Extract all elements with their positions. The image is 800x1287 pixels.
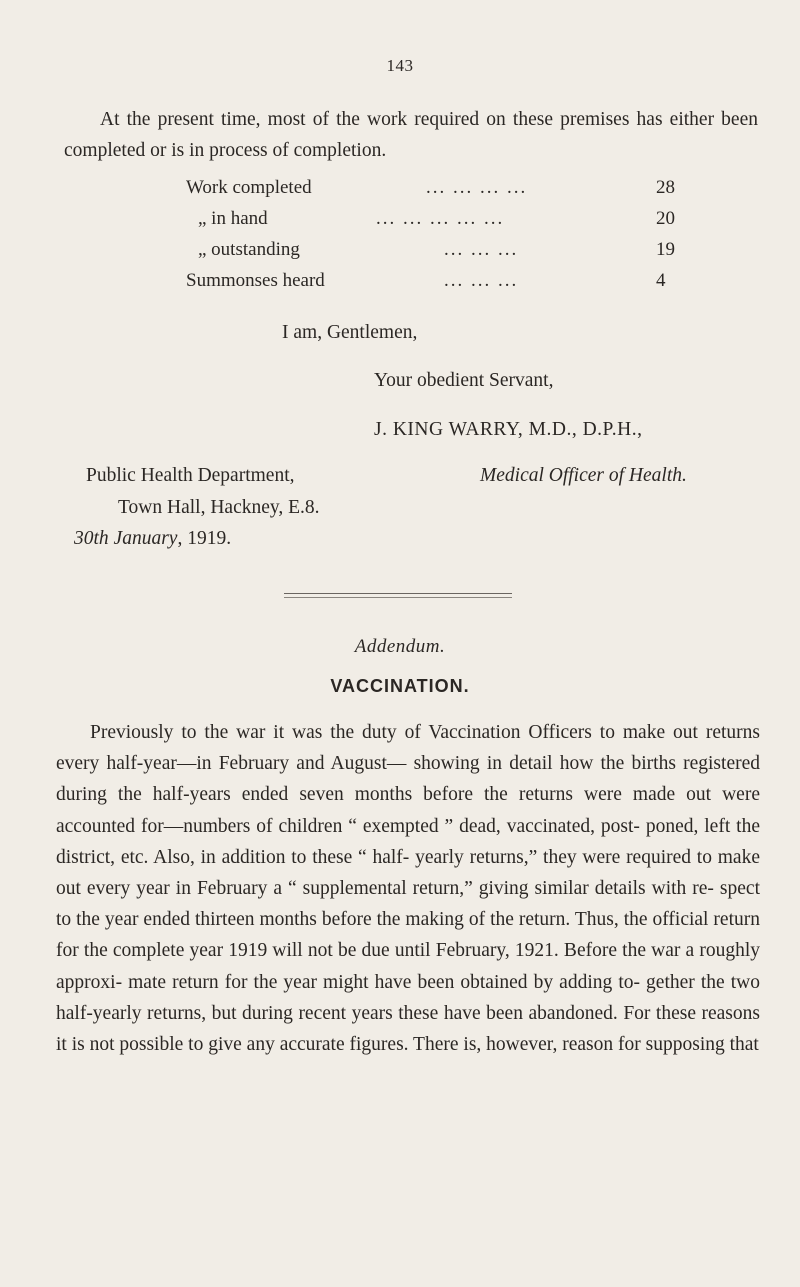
intro-text: At the present time, most of the work required on these premises has either been completed or is in process of completion. [64, 109, 758, 161]
intro-paragraph [64, 104, 758, 166]
address-department: Public Health Department, [86, 465, 295, 486]
signatory-title: Medical Officer of Health. [480, 465, 687, 486]
stat-label: Summonses heard [186, 270, 325, 291]
closing: Your obedient Servant, [374, 370, 554, 391]
date-year: , 1919. [177, 528, 232, 549]
stat-value: 4 [656, 270, 666, 291]
section-divider-lower [284, 597, 512, 598]
date-day: 30th January [74, 528, 178, 549]
stat-row [186, 265, 696, 296]
letter-date [74, 528, 231, 550]
stat-value: 20 [656, 208, 675, 229]
addendum-title: Addendum. [354, 636, 446, 657]
stat-label: Work completed [186, 177, 312, 198]
stat-leader-dots: ... ... ... [444, 239, 519, 260]
stat-leader-dots: ... ... ... ... [426, 177, 528, 198]
stat-row [186, 203, 696, 234]
stat-row [186, 234, 696, 265]
salutation: I am, Gentlemen, [282, 322, 418, 343]
section-heading: VACCINATION. [330, 676, 470, 696]
stat-value: 28 [656, 177, 675, 198]
section-divider [284, 593, 512, 594]
stat-leader-dots: ... ... ... ... ... [376, 208, 505, 229]
address-town-hall: Town Hall, Hackney, E.8. [118, 497, 320, 518]
stat-label: „ in hand [198, 208, 268, 229]
vaccination-paragraph: Previously to the war it was the duty of Vaccination Officers to make out returns every half-year—in February and August— showing in detail how the births registered during the half-years ended seven months before the returns were made out were accounted for—numbers of children “ exempted ” dead, vaccinated, post- poned, left the district, etc. Also, in addition to these “ half- yearly returns,” they were required to make out every year in February a “ supplemental return,” giving similar details with re- spect to the year ended thirteen months before the making of the return. Thus, the official return for the complete year 1919 will not be due until February, 1921. Before the war a roughly approxi- mate return for the year might have been obtained by adding to- gether the two half-yearly returns, but during recent years these have been abandoned. For these reasons it is not possible to give any accurate figures. There is, however, reason for supposing that [56, 722, 760, 1056]
page-number: 143 [386, 56, 414, 75]
signatory-name: J. KING WARRY, M.D., D.P.H., [374, 419, 643, 440]
stat-leader-dots: ... ... ... [444, 270, 519, 291]
work-statistics [186, 172, 696, 296]
stat-value: 19 [656, 239, 675, 260]
stat-label: „ outstanding [198, 239, 300, 260]
stat-row [186, 172, 696, 203]
